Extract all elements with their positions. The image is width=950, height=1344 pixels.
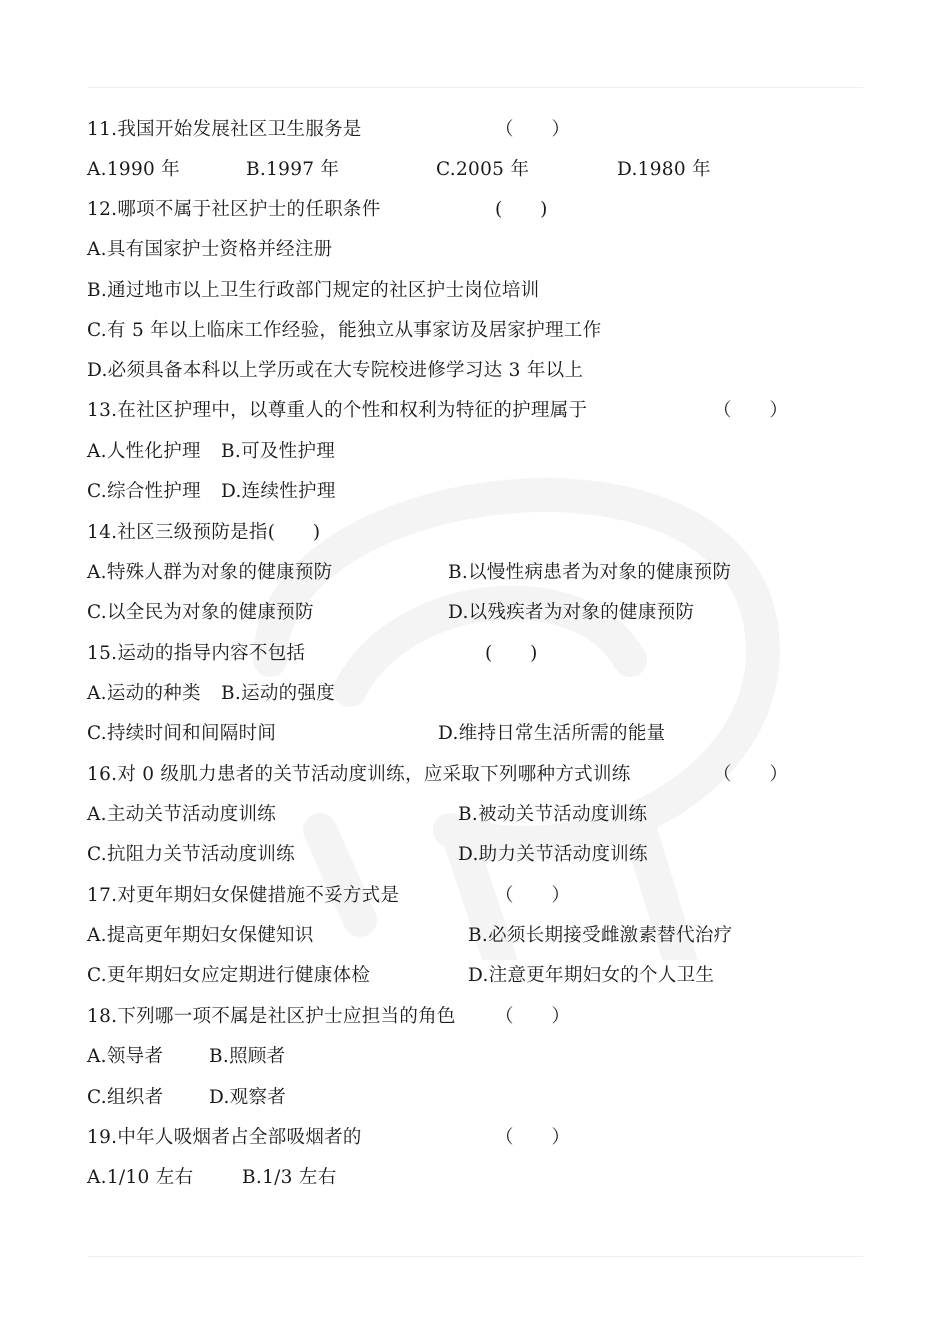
question-stem-text: 15.运动的指导内容不包括 [87, 643, 306, 664]
question-stem-text: 17.对更年期妇女保健措施不妥方式是 [87, 885, 400, 906]
question-16-stem [87, 762, 789, 788]
question-stem-text: 16.对 0 级肌力患者的关节活动度训练，应采取下列哪种方式训练 [87, 764, 631, 785]
option-d: D.观察者 [209, 1087, 287, 1108]
question-12-option-a: A.具有国家护士资格并经注册 [87, 239, 333, 260]
answer-blank: （ ） [495, 885, 571, 906]
option-c: C.以全民为对象的健康预防 [87, 602, 314, 623]
footer-rule [88, 1256, 863, 1257]
answer-blank: （ ） [495, 1127, 571, 1148]
option-a: A.提高更年期妇女保健知识 [87, 925, 314, 946]
question-stem-text: 13.在社区护理中，以尊重人的个性和权利为特征的护理属于 [87, 400, 588, 421]
option-c: C.抗阻力关节活动度训练 [87, 844, 295, 865]
option-a: A.领导者 [87, 1046, 164, 1067]
option-d: D.注意更年期妇女的个人卫生 [468, 965, 715, 986]
option-b: B.以慢性病患者为对象的健康预防 [448, 562, 732, 583]
question-18-stem [87, 1004, 571, 1030]
question-stem-text: 14.社区三级预防是指( ) [87, 522, 321, 543]
option-a: A.1990 年 [87, 159, 181, 180]
answer-blank: ( ) [495, 199, 548, 220]
option-a: A.1/10 左右 [87, 1167, 194, 1188]
question-17-stem [87, 883, 571, 909]
option-d: D.连续性护理 [221, 481, 336, 502]
option-b: B.照顾者 [209, 1046, 286, 1067]
option-c: C.综合性护理 [87, 481, 201, 502]
question-15-stem [87, 641, 538, 667]
option-c: C.更年期妇女应定期进行健康体检 [87, 965, 371, 986]
option-c: C.2005 年 [436, 159, 530, 180]
option-b: B.被动关节活动度训练 [458, 804, 648, 825]
question-11-stem [87, 117, 571, 143]
option-b: B.必须长期接受雌激素替代治疗 [468, 925, 733, 946]
question-stem-text: 12.哪项不属于社区护士的任职条件 [87, 199, 381, 220]
option-d: D.以残疾者为对象的健康预防 [448, 602, 695, 623]
option-b: B.运动的强度 [221, 683, 336, 704]
answer-blank: （ ） [713, 764, 789, 785]
question-13-stem [87, 398, 789, 424]
question-19-stem [87, 1125, 571, 1151]
option-b: B.可及性护理 [221, 441, 336, 462]
option-a: A.运动的种类 [87, 683, 201, 704]
option-c: C.持续时间和间隔时间 [87, 723, 277, 744]
question-stem-text: 18.下列哪一项不属是社区护士应担当的角色 [87, 1006, 456, 1027]
header-rule [88, 87, 863, 88]
option-a: A.特殊人群为对象的健康预防 [87, 562, 333, 583]
option-d: D.1980 年 [617, 159, 711, 180]
option-d: D.维持日常生活所需的能量 [438, 723, 666, 744]
question-stem-text: 19.中年人吸烟者占全部吸烟者的 [87, 1127, 362, 1148]
question-12-option-c: C.有 5 年以上临床工作经验，能独立从事家访及居家护理工作 [87, 320, 602, 341]
answer-blank: （ ） [495, 119, 571, 140]
question-12-stem [87, 197, 548, 223]
option-a: A.主动关节活动度训练 [87, 804, 277, 825]
option-b: B.1/3 左右 [242, 1167, 337, 1188]
question-stem-text: 11.我国开始发展社区卫生服务是 [87, 119, 362, 140]
option-b: B.1997 年 [246, 159, 340, 180]
question-12-option-d: D.必须具备本科以上学历或在大专院校进修学习达 3 年以上 [87, 360, 584, 381]
question-14-stem [87, 520, 320, 546]
answer-blank: （ ） [495, 1006, 571, 1027]
answer-blank: ( ) [485, 643, 538, 664]
option-d: D.助力关节活动度训练 [458, 844, 648, 865]
option-a: A.人性化护理 [87, 441, 201, 462]
answer-blank: （ ） [713, 400, 789, 421]
option-c: C.组织者 [87, 1087, 164, 1108]
question-12-option-b: B.通过地市以上卫生行政部门规定的社区护士岗位培训 [87, 280, 540, 301]
